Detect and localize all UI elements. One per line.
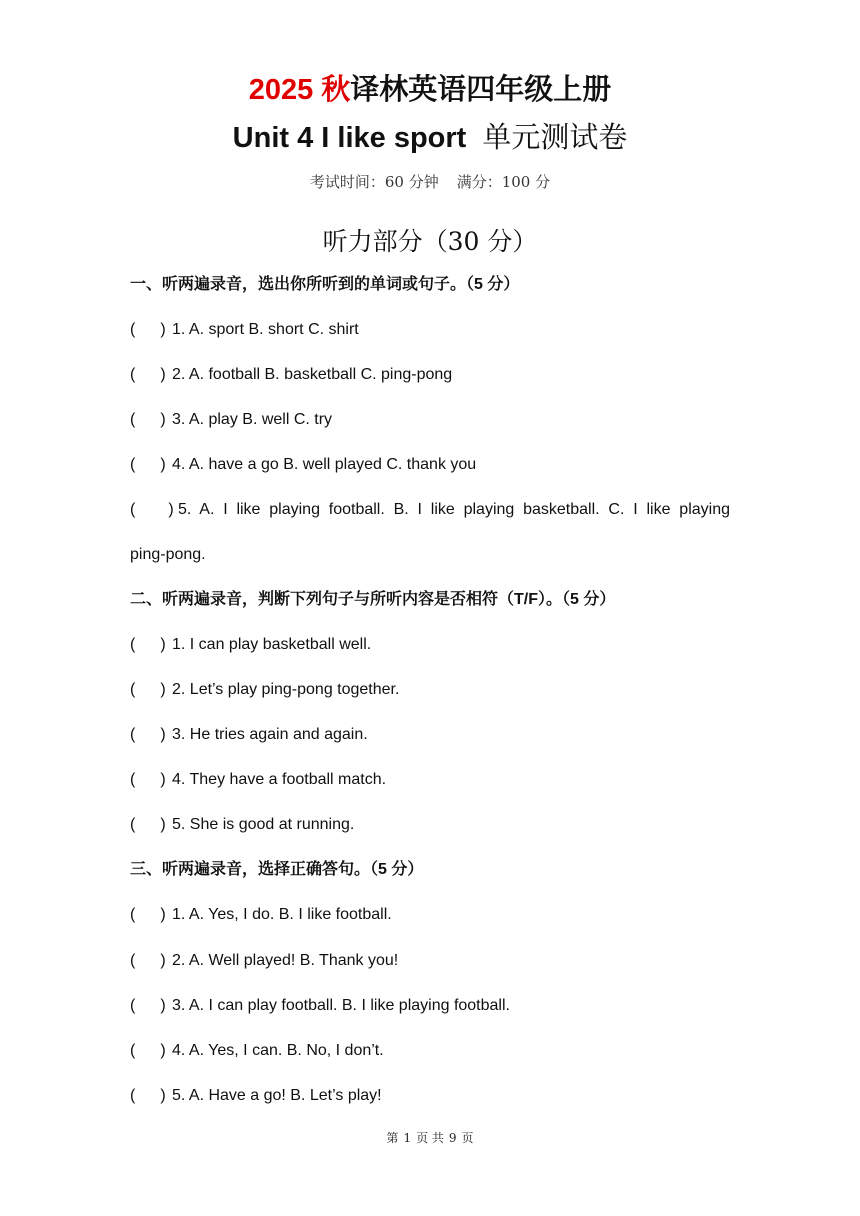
document-title (0, 70, 860, 110)
subtitle-english: Unit 4 I like sport (232, 122, 467, 154)
question-item: ( ) 2. Let’s play ping-pong together. (130, 678, 730, 702)
title-year: 2025 秋 (248, 74, 351, 106)
section-heading: 三、听两遍录音，选择正确答句。（5 分） (130, 861, 424, 878)
question-continuation: ping-pong. (130, 546, 206, 563)
question-item: ( ) 2. A. football B. basketball C. ping-pong (130, 363, 730, 387)
subtitle-chinese: 单元测试卷 (482, 122, 628, 154)
answer-blank[interactable]: ( ) (130, 906, 166, 923)
full-score: 满分：100 分 (456, 173, 551, 191)
answer-blank[interactable]: ( ) (130, 681, 166, 698)
page-number: 1 (403, 1131, 412, 1145)
question-item: ( ) 3. He tries again and again. (130, 723, 730, 747)
question-item: ( ) 5. She is good at running. (130, 813, 730, 837)
document-subtitle (0, 118, 860, 158)
question-item: ( ) 2. A. Well played! B. Thank you! (130, 949, 730, 973)
question-item: ( ) 3. A. I can play football. B. I like playing football. (130, 994, 730, 1018)
section-heading: 二、听两遍录音，判断下列句子与所听内容是否相符（T/F）。（5 分） (130, 591, 616, 608)
answer-blank[interactable]: ( ) (130, 636, 166, 653)
exam-time: 考试时间：60 分钟 (309, 173, 439, 191)
question-item: ( ) 1. A. Yes, I do. B. I like football. (130, 903, 730, 927)
page-footer: 第 1 页 共 9 页 (386, 1131, 474, 1145)
question-item: ( ) 4. A. have a go B. well played C. thank you (130, 453, 730, 477)
question-item: ( ) 3. A. play B. well C. try (130, 408, 730, 432)
answer-blank[interactable]: ( ) (130, 411, 166, 428)
question-item: ( ) 4. They have a football match. (130, 768, 730, 792)
question-item: ( ) 4. A. Yes, I can. B. No, I don’t. (130, 1039, 730, 1063)
total-pages: 9 (448, 1131, 457, 1145)
answer-blank[interactable]: ( ) (130, 771, 166, 788)
answer-blank[interactable]: ( ) (130, 321, 166, 338)
part-title: 听力部分（30 分） (322, 227, 538, 256)
answer-blank[interactable]: ( ) (130, 501, 174, 518)
answer-blank[interactable]: ( ) (130, 726, 166, 743)
answer-blank[interactable]: ( ) (130, 816, 166, 833)
question-item: ( ) 1. I can play basketball well. (130, 633, 730, 657)
answer-blank[interactable]: ( ) (130, 952, 166, 969)
answer-blank[interactable]: ( ) (130, 1087, 166, 1104)
answer-blank[interactable]: ( ) (130, 997, 166, 1014)
title-rest: 译林英语四年级上册 (350, 74, 612, 106)
question-item: ( ) 1. A. sport B. short C. shirt (130, 318, 730, 342)
answer-blank[interactable]: ( ) (130, 366, 166, 383)
question-item: ( ) 5. A. Have a go! B. Let’s play! (130, 1084, 730, 1108)
answer-blank[interactable]: ( ) (130, 456, 166, 473)
section-heading: 一、听两遍录音，选出你所听到的单词或句子。（5 分） (130, 276, 520, 293)
exam-meta (0, 170, 860, 194)
answer-blank[interactable]: ( ) (130, 1042, 166, 1059)
question-item: ( ) 5. A. I like playing football. B. I like playing basketball. C. I like playing (130, 498, 730, 522)
